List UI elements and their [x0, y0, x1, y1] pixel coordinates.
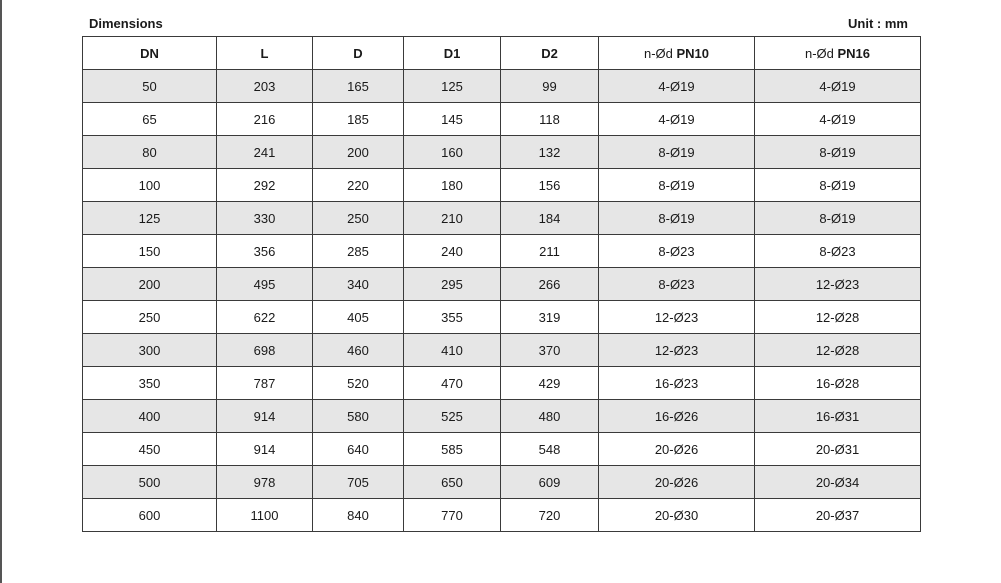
table-cell: 125	[404, 70, 501, 103]
table-cell: 470	[404, 367, 501, 400]
table-cell: 1100	[217, 499, 313, 532]
table-cell: 20-Ø26	[599, 466, 755, 499]
table-cell: 370	[501, 334, 599, 367]
table-row	[83, 499, 921, 532]
table-row	[83, 433, 921, 466]
table-cell: 211	[501, 235, 599, 268]
table-cell: 285	[313, 235, 404, 268]
table-cell: 787	[217, 367, 313, 400]
table-cell: 4-Ø19	[755, 70, 921, 103]
table-cell: 330	[217, 202, 313, 235]
table-cell: 8-Ø19	[599, 169, 755, 202]
table-cell: 8-Ø23	[755, 235, 921, 268]
table-cell: 12-Ø23	[755, 268, 921, 301]
table-cell: 20-Ø26	[599, 433, 755, 466]
table-cell: 548	[501, 433, 599, 466]
column-header-label: L	[260, 45, 269, 61]
table-cell: 8-Ø19	[599, 136, 755, 169]
table-cell: 216	[217, 103, 313, 136]
table-cell: 16-Ø23	[599, 367, 755, 400]
table-cell: 650	[404, 466, 501, 499]
table-cell: 698	[217, 334, 313, 367]
table-cell: 16-Ø26	[599, 400, 755, 433]
table-cell: 16-Ø28	[755, 367, 921, 400]
table-cell: 250	[83, 301, 217, 334]
page-title: Dimensions	[89, 16, 163, 31]
table-row	[83, 70, 921, 103]
table-cell: 450	[83, 433, 217, 466]
table-cell: 185	[313, 103, 404, 136]
table-row	[83, 367, 921, 400]
table-row	[83, 136, 921, 169]
table-cell: 405	[313, 301, 404, 334]
column-header-d1	[404, 37, 501, 70]
table-row	[83, 235, 921, 268]
table-cell: 292	[217, 169, 313, 202]
table-cell: 241	[217, 136, 313, 169]
table-cell: 500	[83, 466, 217, 499]
table-cell: 4-Ø19	[599, 70, 755, 103]
table-cell: 200	[313, 136, 404, 169]
table-cell: 600	[83, 499, 217, 532]
table-cell: 460	[313, 334, 404, 367]
table-cell: 8-Ø19	[599, 202, 755, 235]
table-cell: 20-Ø31	[755, 433, 921, 466]
column-header-prefix: n-Ød	[643, 45, 677, 61]
table-row	[83, 103, 921, 136]
table-cell: 8-Ø19	[755, 136, 921, 169]
table-cell: 250	[313, 202, 404, 235]
column-header-dn	[83, 37, 217, 70]
table-cell: 705	[313, 466, 404, 499]
table-cell: 640	[313, 433, 404, 466]
table-row	[83, 202, 921, 235]
page-edge-line	[0, 0, 2, 583]
table-cell: 480	[501, 400, 599, 433]
table-cell: 429	[501, 367, 599, 400]
table-cell: 125	[83, 202, 217, 235]
table-cell: 203	[217, 70, 313, 103]
table-cell: 914	[217, 433, 313, 466]
table-cell: 622	[217, 301, 313, 334]
table-cell: 319	[501, 301, 599, 334]
table-cell: 50	[83, 70, 217, 103]
table-cell: 80	[83, 136, 217, 169]
table-cell: 160	[404, 136, 501, 169]
table-row	[83, 268, 921, 301]
column-header-label: D1	[443, 45, 461, 61]
table-cell: 580	[313, 400, 404, 433]
column-header-label: PN16	[837, 45, 871, 61]
table-cell: 8-Ø19	[755, 169, 921, 202]
table-cell: 100	[83, 169, 217, 202]
table-cell: 8-Ø19	[755, 202, 921, 235]
table-cell: 99	[501, 70, 599, 103]
table-cell: 118	[501, 103, 599, 136]
table-cell: 8-Ø23	[599, 268, 755, 301]
table-cell: 65	[83, 103, 217, 136]
table-cell: 12-Ø28	[755, 301, 921, 334]
table-row	[83, 334, 921, 367]
table-cell: 12-Ø23	[599, 301, 755, 334]
table-cell: 20-Ø37	[755, 499, 921, 532]
table-cell: 156	[501, 169, 599, 202]
table-cell: 525	[404, 400, 501, 433]
table-cell: 914	[217, 400, 313, 433]
table-cell: 355	[404, 301, 501, 334]
table-row	[83, 466, 921, 499]
table-cell: 16-Ø31	[755, 400, 921, 433]
column-header-label: D2	[541, 45, 558, 61]
table-row	[83, 301, 921, 334]
table-cell: 240	[404, 235, 501, 268]
table-cell: 4-Ø19	[755, 103, 921, 136]
table-cell: 132	[501, 136, 599, 169]
table-row	[83, 169, 921, 202]
table-cell: 770	[404, 499, 501, 532]
table-cell: 340	[313, 268, 404, 301]
table-cell: 978	[217, 466, 313, 499]
table-cell: 12-Ø23	[599, 334, 755, 367]
table-cell: 720	[501, 499, 599, 532]
table-cell: 400	[83, 400, 217, 433]
table-cell: 350	[83, 367, 217, 400]
table-cell: 150	[83, 235, 217, 268]
table-cell: 300	[83, 334, 217, 367]
unit-label: Unit : mm	[848, 16, 908, 31]
table-cell: 609	[501, 466, 599, 499]
table-cell: 295	[404, 268, 501, 301]
column-header-label: D	[353, 45, 363, 61]
table-cell: 200	[83, 268, 217, 301]
table-cell: 840	[313, 499, 404, 532]
table-cell: 4-Ø19	[599, 103, 755, 136]
column-header-d2	[501, 37, 599, 70]
table-cell: 495	[217, 268, 313, 301]
table-cell: 585	[404, 433, 501, 466]
table-cell: 20-Ø34	[755, 466, 921, 499]
table-cell: 8-Ø23	[599, 235, 755, 268]
dimensions-table	[82, 36, 921, 532]
table-cell: 20-Ø30	[599, 499, 755, 532]
table-cell: 184	[501, 202, 599, 235]
column-header-d	[313, 37, 404, 70]
table-header-row	[83, 37, 921, 70]
column-header-prefix: n-Ød	[804, 45, 838, 61]
column-header-pn10	[599, 37, 755, 70]
table-cell: 266	[501, 268, 599, 301]
column-header-l	[217, 37, 313, 70]
table-cell: 220	[313, 169, 404, 202]
column-header-label: PN10	[676, 45, 710, 61]
table-cell: 165	[313, 70, 404, 103]
table-cell: 12-Ø28	[755, 334, 921, 367]
table-row	[83, 400, 921, 433]
column-header-label: DN	[140, 45, 159, 61]
column-header-pn16	[755, 37, 921, 70]
table-cell: 520	[313, 367, 404, 400]
table-cell: 180	[404, 169, 501, 202]
table-cell: 145	[404, 103, 501, 136]
table-cell: 356	[217, 235, 313, 268]
table-cell: 210	[404, 202, 501, 235]
table-cell: 410	[404, 334, 501, 367]
